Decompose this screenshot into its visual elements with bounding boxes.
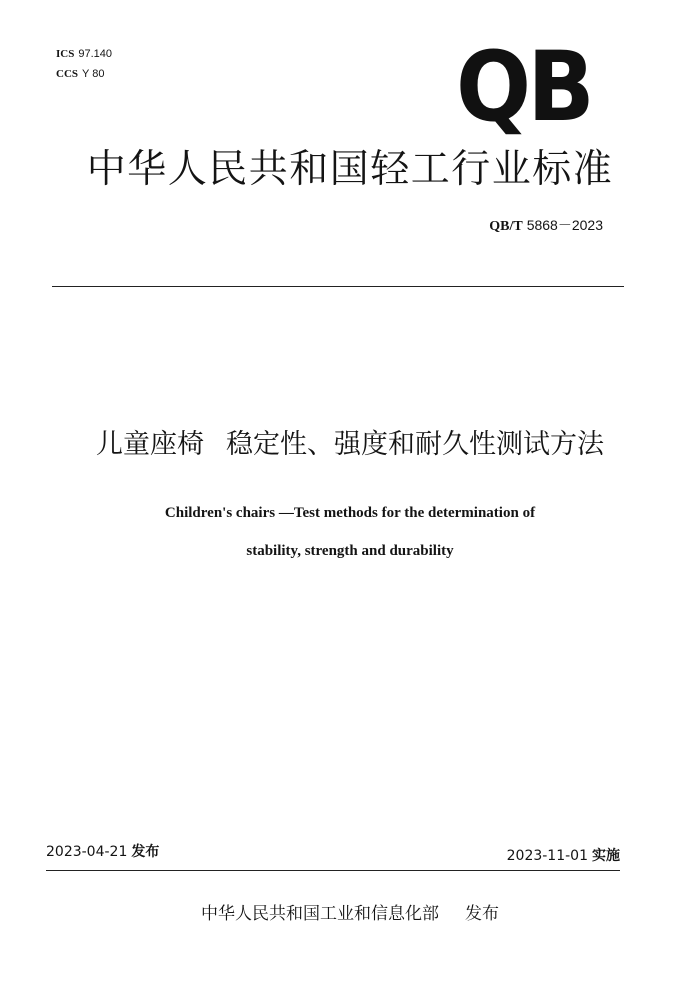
release-date: [46, 842, 159, 862]
bottom-divider: [46, 870, 620, 871]
top-divider: [52, 286, 624, 287]
release-date-value: 2023-04-21: [46, 844, 128, 860]
implementation-date: [507, 846, 620, 866]
chinese-title-part2: 稳定性、强度和耐久性测试方法: [226, 429, 604, 460]
release-label: 发布: [131, 844, 160, 860]
english-title-line1: Children's chairs —Test methods for the determination of: [164, 505, 536, 521]
standard-code: QB/T: [489, 219, 523, 234]
ics-value: 97.140: [78, 48, 112, 60]
issuer-name: 中华人民共和国工业和信息化部: [201, 904, 439, 924]
chinese-title-part1: 儿童座椅: [96, 429, 204, 460]
implementation-date-value: 2023-11-01: [506, 848, 588, 864]
ccs-code: [56, 64, 112, 84]
qb-logo: QB: [456, 31, 592, 143]
classification-codes: [56, 44, 112, 84]
issuer-label: 发布: [465, 904, 499, 924]
ics-code: [56, 44, 112, 64]
english-title-line2: stability, strength and durability: [246, 543, 454, 559]
standard-number: [489, 216, 603, 236]
issuer: [40, 902, 660, 926]
implementation-label: 实施: [592, 848, 620, 864]
ics-label: ICS: [56, 48, 75, 60]
ccs-label: CCS: [56, 68, 79, 80]
standard-number-value: 5868－2023: [526, 217, 603, 233]
ccs-value: Y 80: [82, 68, 105, 80]
organization-title: 中华人民共和国轻工行业标准: [86, 147, 614, 192]
chinese-title: [40, 428, 660, 462]
